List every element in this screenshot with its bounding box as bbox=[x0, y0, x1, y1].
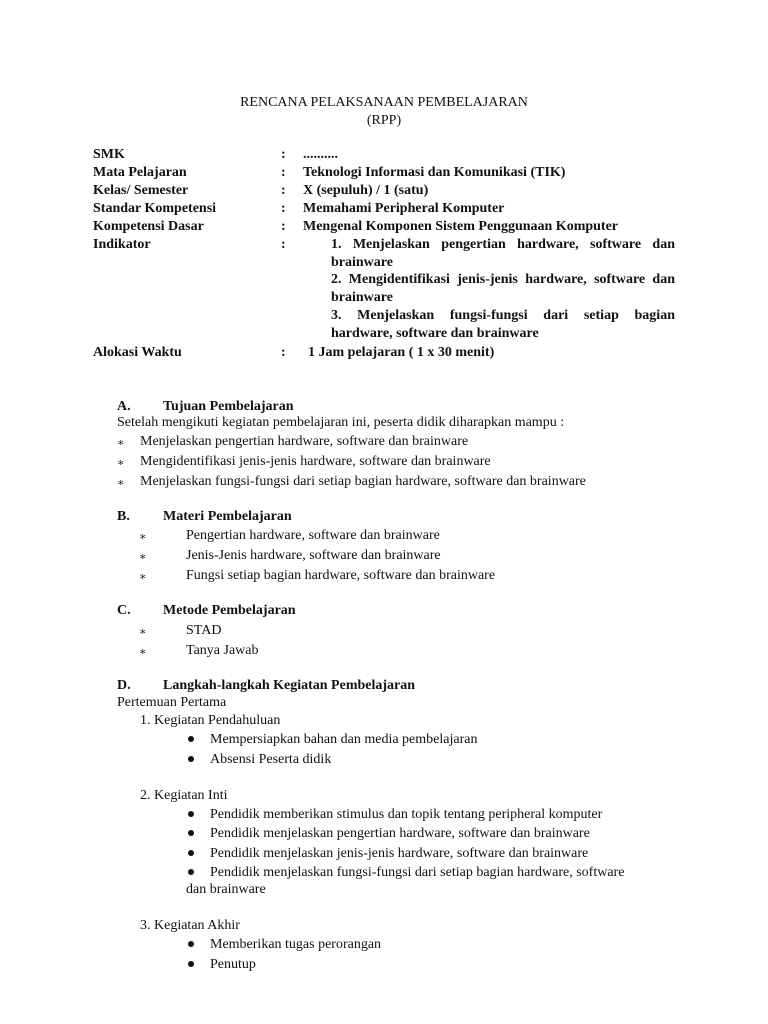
identity-label: Indikator bbox=[93, 237, 151, 252]
document-subtitle: (RPP) bbox=[366, 113, 402, 128]
list-item: Pendidik menjelaskan pengertian hardware, software dan brainware bbox=[210, 826, 590, 841]
section-letter: D. bbox=[117, 678, 131, 693]
section-letter: A. bbox=[117, 399, 131, 414]
star-bullet-icon: ∗ bbox=[139, 551, 147, 563]
star-bullet-icon: ∗ bbox=[139, 531, 147, 543]
identity-row-standar-kompetensi bbox=[93, 200, 683, 218]
identity-row-kompetensi-dasar bbox=[93, 218, 683, 236]
list-item: Absensi Peserta didik bbox=[210, 752, 332, 767]
identity-colon: : bbox=[281, 201, 286, 216]
identity-value: Teknologi Informasi dan Komunikasi (TIK) bbox=[303, 165, 566, 180]
identity-value: Memahami Peripheral Komputer bbox=[303, 201, 505, 216]
star-bullet-icon: ∗ bbox=[117, 457, 125, 469]
identity-value: .......... bbox=[303, 147, 338, 162]
bullet-dot-icon bbox=[188, 830, 194, 836]
identity-value: X (sepuluh) / 1 (satu) bbox=[303, 183, 429, 198]
identity-colon: : bbox=[281, 345, 286, 360]
list-item: Mengidentifikasi jenis-jenis hardware, software dan brainware bbox=[140, 454, 491, 469]
list-item: Pendidik memberikan stimulus dan topik tentang peripheral komputer bbox=[210, 807, 603, 822]
list-item: Memberikan tugas perorangan bbox=[210, 937, 382, 952]
document-title: RENCANA PELAKSANAAN PEMBELAJARAN bbox=[240, 95, 528, 110]
identity-colon: : bbox=[281, 147, 286, 162]
bullet-dot-icon bbox=[188, 850, 194, 856]
list-item: Pengertian hardware, software dan brainware bbox=[186, 528, 440, 543]
bullet-dot-icon bbox=[188, 736, 194, 742]
section-title: Langkah-langkah Kegiatan Pembelajaran bbox=[163, 678, 416, 693]
star-bullet-icon: ∗ bbox=[139, 646, 147, 658]
identity-label: Mata Pelajaran bbox=[93, 165, 187, 180]
identity-label: Standar Kompetensi bbox=[93, 201, 217, 216]
list-item: Tanya Jawab bbox=[186, 643, 259, 658]
section-title: Tujuan Pembelajaran bbox=[163, 399, 294, 414]
bullet-dot-icon bbox=[188, 961, 194, 967]
identity-row-kelas-semester bbox=[93, 182, 683, 200]
star-bullet-icon: ∗ bbox=[117, 477, 125, 489]
bullet-dot-icon bbox=[188, 756, 194, 762]
identity-value: 1 Jam pelajaran ( 1 x 30 menit) bbox=[308, 345, 495, 360]
step-title: 1. Kegiatan Pendahuluan bbox=[140, 713, 281, 728]
list-item: Jenis-Jenis hardware, software dan brainware bbox=[186, 548, 441, 563]
section-title: Materi Pembelajaran bbox=[163, 509, 292, 524]
identity-label: Kelas/ Semester bbox=[93, 183, 189, 198]
list-item: Mempersiapkan bahan dan media pembelajaran bbox=[210, 732, 478, 747]
list-item: Pendidik menjelaskan fungsi-fungsi dari setiap bagian hardware, software bbox=[210, 865, 625, 880]
identity-row-alokasi-waktu bbox=[93, 344, 683, 362]
identity-colon: : bbox=[281, 237, 286, 252]
step-title: 3. Kegiatan Akhir bbox=[140, 918, 240, 933]
step-title: 2. Kegiatan Inti bbox=[140, 788, 228, 803]
list-item: Fungsi setiap bagian hardware, software dan brainware bbox=[186, 568, 496, 583]
list-item: Penutup bbox=[210, 957, 256, 972]
meeting-label: Pertemuan Pertama bbox=[117, 695, 227, 710]
bullet-dot-icon bbox=[188, 869, 194, 875]
indicator-item: 2. Mengidentifikasi jenis-jenis hardware, software dan brainware bbox=[331, 272, 675, 305]
indicator-item: 3. Menjelaskan fungsi-fungsi dari setiap bagian hardware, software dan brainware bbox=[331, 308, 675, 341]
section-intro: Setelah mengikuti kegiatan pembelajaran ini, peserta didik diharapkan mampu : bbox=[117, 415, 565, 430]
list-item: Menjelaskan fungsi-fungsi dari setiap bagian hardware, software dan brainware bbox=[140, 474, 586, 489]
identity-row-smk bbox=[93, 146, 683, 164]
identity-label: Alokasi Waktu bbox=[93, 345, 182, 360]
star-bullet-icon: ∗ bbox=[117, 437, 125, 449]
section-letter: C. bbox=[117, 603, 131, 618]
identity-colon: : bbox=[281, 165, 286, 180]
identity-label: SMK bbox=[93, 147, 125, 162]
identity-colon: : bbox=[281, 183, 286, 198]
star-bullet-icon: ∗ bbox=[139, 571, 147, 583]
section-title: Metode Pembelajaran bbox=[163, 603, 296, 618]
indicator-item: 1. Menjelaskan pengertian hardware, software dan brainware bbox=[331, 237, 675, 270]
list-item: STAD bbox=[186, 623, 222, 638]
identity-colon: : bbox=[281, 219, 286, 234]
identity-row-mata-pelajaran bbox=[93, 164, 683, 182]
identity-label: Kompetensi Dasar bbox=[93, 219, 204, 234]
star-bullet-icon: ∗ bbox=[139, 626, 147, 638]
identity-value: Mengenal Komponen Sistem Penggunaan Komputer bbox=[303, 219, 619, 234]
bullet-dot-icon bbox=[188, 811, 194, 817]
list-item: Menjelaskan pengertian hardware, software dan brainware bbox=[140, 434, 469, 449]
bullet-dot-icon bbox=[188, 941, 194, 947]
list-item-continuation: dan brainware bbox=[186, 882, 266, 897]
section-letter: B. bbox=[117, 509, 130, 524]
list-item: Pendidik menjelaskan jenis-jenis hardware, software dan brainware bbox=[210, 846, 589, 861]
